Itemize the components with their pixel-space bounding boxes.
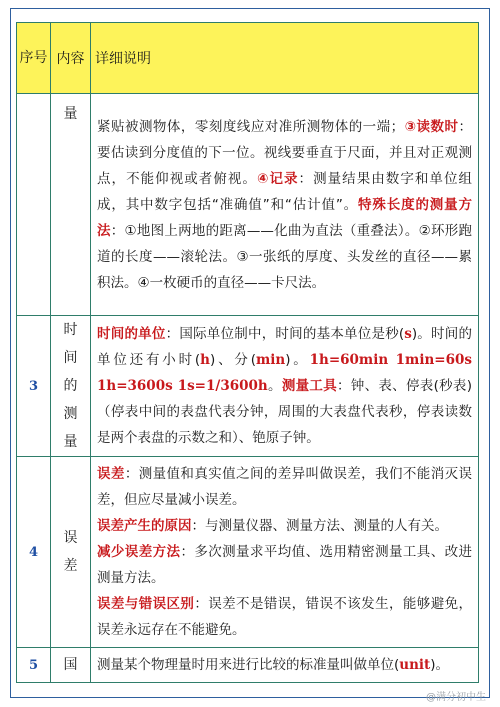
- row-number: 3: [17, 316, 51, 457]
- header-detail: 详细说明: [91, 23, 479, 94]
- row-item: 时间的测量: [51, 316, 91, 457]
- header-number: 序号: [17, 23, 51, 94]
- row-detail: 测量某个物理量时用来进行比较的标准量叫做单位(unit)。: [91, 648, 479, 683]
- summary-table: [16, 22, 479, 683]
- header-content: 内容: [51, 23, 91, 94]
- row-item: 误差: [51, 457, 91, 648]
- row-item: 量: [51, 94, 91, 316]
- table-header-row: [17, 23, 479, 94]
- row-item: 国: [51, 648, 91, 683]
- table-row: [17, 648, 479, 683]
- row-number: 5: [17, 648, 51, 683]
- table-row: [17, 94, 479, 316]
- table-row: [17, 316, 479, 457]
- row-detail: 紧贴被测物体，零刻度线应对准所测物体的一端；③读数时：要估读到分度值的下一位。视线要垂直于尺面，并且对正观测点，不能仰视或者俯视。④记录：测量结果由数字和单位组成，其中数字包括“准确值”和“估计值”。特殊长度的测量方法：①地图上两地的距离——化曲为直法（重叠法）。②环形跑道的长度——滚轮法。③一张纸的厚度、头发丝的直径——累积法。④一枚硬币的直径——卡尺法。: [91, 94, 479, 316]
- watermark: @满分初中生: [426, 692, 486, 703]
- row-detail: 时间的单位：国际单位制中，时间的基本单位是秒(s)。时间的单位还有小时(h)、分(min)。1h=60min 1min=60s 1h=3600s 1s=1/3600h。测量工具：钟、表、停表(秒表)（停表中间的表盘代表分钟，周围的大表盘代表秒，停表读数是两个表盘的示数之和）、铯原子钟。: [91, 316, 479, 457]
- row-number: [17, 94, 51, 316]
- table-row: [17, 457, 479, 648]
- row-number: 4: [17, 457, 51, 648]
- row-detail: 误差：测量值和真实值之间的差异叫做误差，我们不能消灭误差，但应尽量减小误差。 误差产生的原因：与测量仪器、测量方法、测量的人有关。 减少误差方法：多次测量求平均值、选用精密测量工具、改进测量方法。 误差与错误区别：误差不是错误，错误不该发生，能够避免，误差永远存在不能避免。: [91, 457, 479, 648]
